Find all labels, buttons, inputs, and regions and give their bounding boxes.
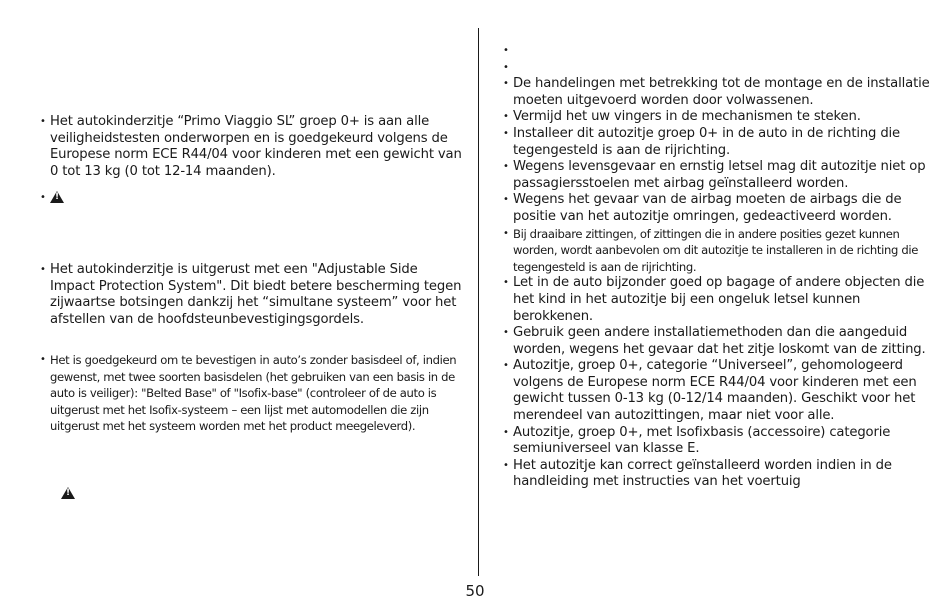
list-item: • Installeer dit autozitje groep 0+ in de auto in de richting die tegengesteld is aan de rijrichting. xyxy=(503,126,931,159)
column-divider xyxy=(478,28,479,576)
side-impact-paragraph: • Het autokinderzitje is uitgerust met een "Adjustable Side Impact Protection System". Dit biedt betere bescherming tegen zijwaartse botsingen dankzij het “simultane systeem” voor het afstellen van de hoofdsteunbevestigingsgordels. xyxy=(40,262,466,328)
warning-item xyxy=(40,190,64,207)
warning-triangle-icon xyxy=(61,487,75,499)
list-item xyxy=(503,43,931,60)
list-item: • Wegens levensgevaar en ernstig letsel mag dit autozitje niet op passagiersstoelen met airbag geïnstalleerd worden. xyxy=(503,159,931,192)
list-item: • Wegens het gevaar van de airbag moeten de airbags die de positie van het autozitje omringen, gedeactiveerd worden. xyxy=(503,192,931,225)
list-item: • Bij draaibare zittingen, of zittingen die in andere posities gezet kunnen worden, wordt aanbevolen om dit autozitje te installeren in de richting die tegengesteld is aan de rijrichting. xyxy=(503,226,931,276)
intro-paragraph: • Het autokinderzitje “Primo Viaggio SL” groep 0+ is aan alle veiligheidstesten onderworpen en is goedgekeurd volgens de Europese norm ECE R44/04 voor kinderen met een gewicht van 0 tot 13 kg (0 tot 12-14 maanden). xyxy=(40,114,466,180)
list-item: • Vermijd het uw vingers in de mechanismen te steken. xyxy=(503,109,931,126)
right-column xyxy=(503,43,931,491)
list-item: • Het autozitje kan correct geïnstalleerd worden indien in de handleiding met instructies van het voertuig xyxy=(503,458,931,491)
list-item: • Autozitje, groep 0+, met Isofixbasis (accessoire) categorie semiuniverseel van klasse E. xyxy=(503,425,931,458)
page-number: 50 xyxy=(465,582,485,600)
list-item: • Autozitje, groep 0+, categorie “Universeel”, gehomologeerd volgens de Europese norm ECE R44/04 voor kinderen met een gewicht tussen 0-13 kg (0-12/14 maanden). Geschikt voor het merendeel van autozittingen, maar niet voor alle. xyxy=(503,358,931,424)
list-item xyxy=(503,60,931,77)
list-item: • Gebruik geen andere installatiemethoden dan die aangeduid worden, wegens het gevaar dat het zitje loskomt van de zitting. xyxy=(503,325,931,358)
approval-paragraph: • Het is goedgekeurd om te bevestigen in auto’s zonder basisdeel of, indien gewenst, met twee soorten basisdelen (het gebruiken van een basis in de auto is veiliger): "Belted Base" of "Isofix-base" (controleer of de auto is uitgerust met het Isofix-systeem – een lijst met automodellen die zijn uitgerust met het systeem worden met het product meegeleverd). xyxy=(40,352,470,435)
list-item: • De handelingen met betrekking tot de montage en de installatie moeten uitgevoerd worden door volwassenen. xyxy=(503,76,931,109)
warning-triangle-icon xyxy=(50,191,64,203)
list-item: • Let in de auto bijzonder goed op bagage of andere objecten die het kind in het autozitje bij een ongeluk letsel kunnen berokkenen. xyxy=(503,275,931,325)
